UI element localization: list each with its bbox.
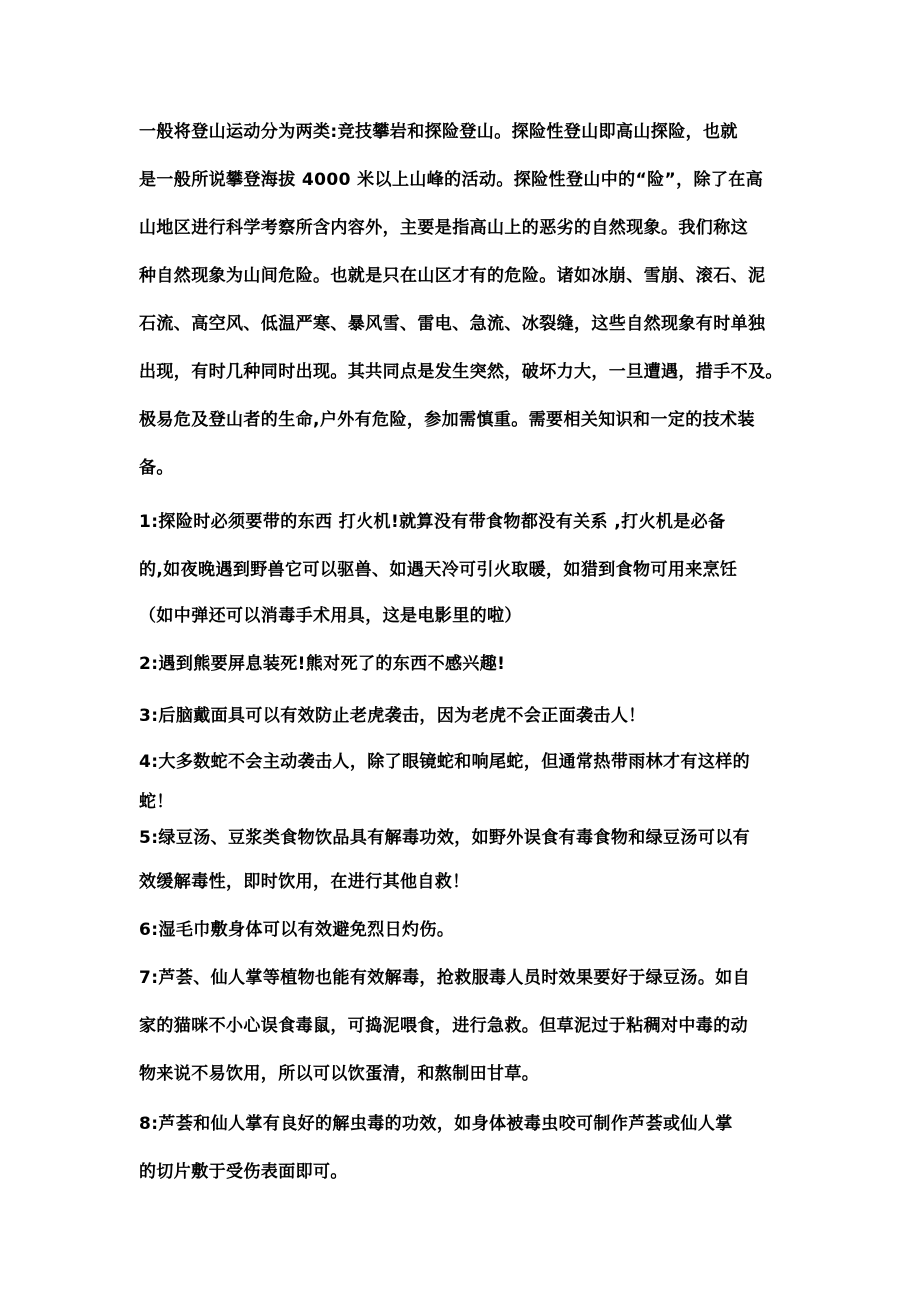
intro-line-2: 是一般所说攀登海拔 4000 米以上山峰的活动。探险性登山中的“险”，除了在高 [139, 170, 764, 190]
tip-7-line-2: 家的猫咪不小心误食毒鼠，可捣泥喂食，进行急救。但草泥过于粘稠对中毒的动 [139, 1016, 748, 1036]
tip-4-line-2: 蛇！ [139, 792, 174, 812]
intro-line-3: 山地区进行科学考察所含内容外，主要是指高山上的恶劣的自然现象。我们称这 [139, 218, 748, 238]
tip-7-line-3: 物来说不易饮用，所以可以饮蛋清，和熬制田甘草。 [139, 1064, 540, 1084]
tip-8-line-1: 8:芦荟和仙人掌有良好的解虫毒的功效，如身体被毒虫咬可制作芦荟或仙人掌 [139, 1114, 733, 1134]
tip-1-line-2: 的,如夜晚遇到野兽它可以驱兽、如遇天冷可引火取暖，如猎到食物可用来烹饪 [139, 560, 738, 580]
intro-line-1: 一般将登山运动分为两类:竞技攀岩和探险登山。探险性登山即高山探险，也就 [139, 122, 738, 142]
tip-2-line-1: 2:遇到熊要屏息装死!熊对死了的东西不感兴趣! [139, 654, 506, 674]
tip-5-line-1: 5:绿豆汤、豆浆类食物饮品具有解毒功效，如野外误食有毒食物和绿豆汤可以有 [139, 828, 751, 848]
tip-1-line-3: （如中弹还可以消毒手术用具，这是电影里的啦） [139, 606, 522, 626]
intro-line-5: 石流、高空风、低温严寒、暴风雪、雷电、急流、冰裂缝，这些自然现象有时单独 [139, 314, 766, 334]
tip-3-line-1: 3:后脑戴面具可以有效防止老虎袭击，因为老虎不会正面袭击人！ [139, 706, 646, 726]
intro-line-8: 备。 [139, 458, 174, 478]
tip-4-line-1: 4:大多数蛇不会主动袭击人，除了眼镜蛇和响尾蛇，但通常热带雨林才有这样的 [139, 752, 751, 772]
tip-6-line-1: 6:湿毛巾敷身体可以有效避免烈日灼伤。 [139, 920, 455, 940]
tip-7-line-1: 7:芦荟、仙人掌等植物也能有效解毒，抢救服毒人员时效果要好于绿豆汤。如自 [139, 968, 751, 988]
tip-8-line-2: 的切片敷于受伤表面即可。 [139, 1162, 348, 1182]
intro-line-6: 出现，有时几种同时出现。其共同点是发生突然，破坏力大，一旦遭遇，措手不及。 [139, 362, 783, 382]
intro-line-4: 种自然现象为山间危险。也就是只在山区才有的危险。诸如冰崩、雪崩、滚石、泥 [139, 266, 766, 286]
tip-1-line-1: 1:探险时必须要带的东西 打火机!就算没有带食物都没有关系 ,打火机是必备 [139, 512, 726, 532]
intro-line-7: 极易危及登山者的生命,户外有危险，参加需慎重。需要相关知识和一定的技术装 [139, 410, 755, 430]
tip-5-line-2: 效缓解毒性，即时饮用，在进行其他自救！ [139, 872, 470, 892]
